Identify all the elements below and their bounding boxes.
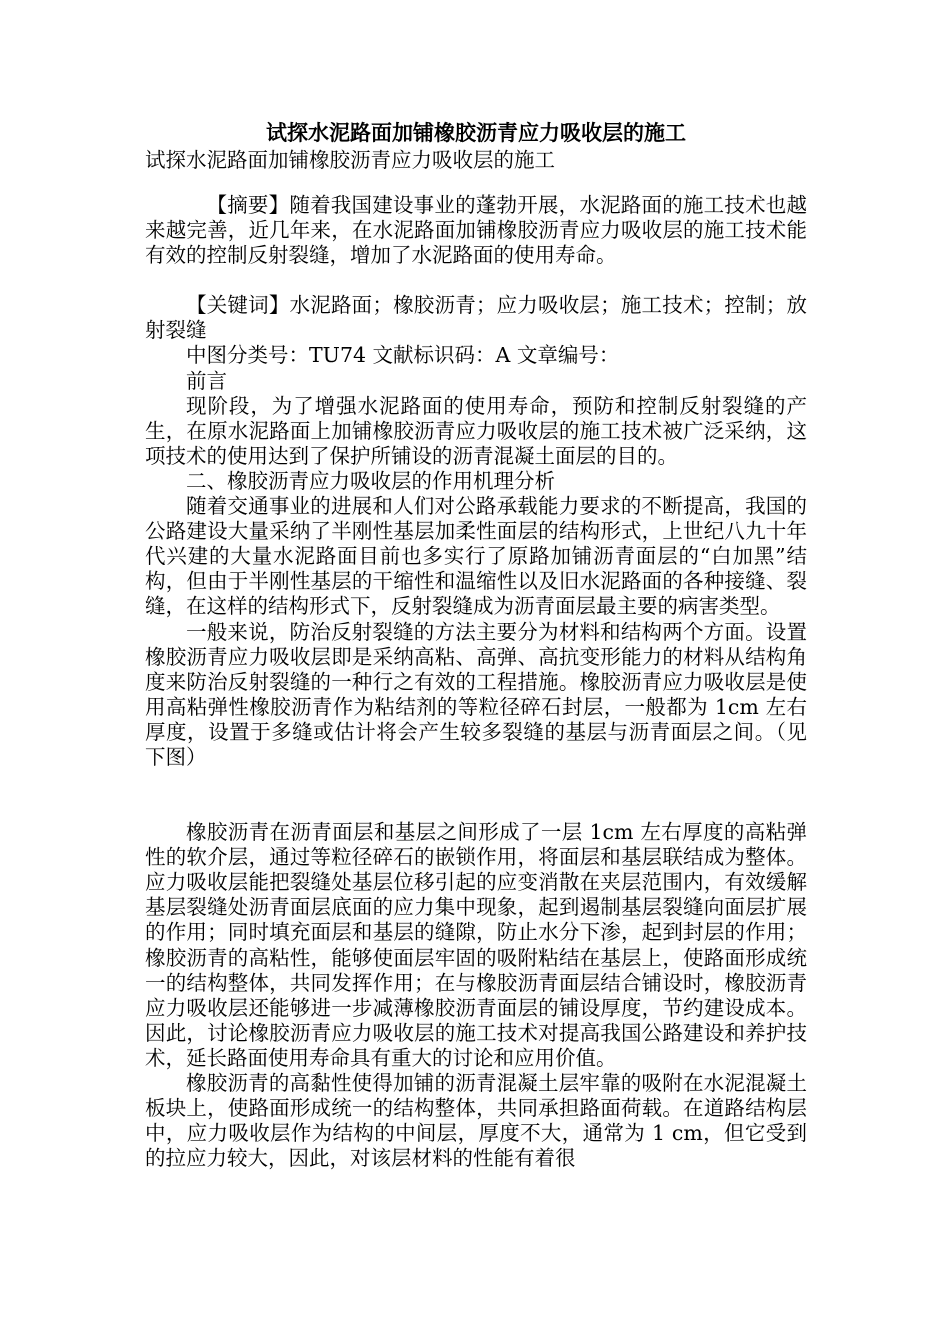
body-paragraph-1: 随着交通事业的进展和人们对公路承载能力要求的不断提高，我国的公路建设大量采纳了半刚性基层加柔性面层的结构形式，上世纪八九十年代兴建的大量水泥路面目前也多实行了原路加铺沥青面层的“白加黑”结构，但由于半刚性基层的干缩性和温缩性以及旧水泥路面的各种接缝、裂缝，在这样的结构形式下，反射裂缝成为沥青面层最主要的病害类型。	[145, 494, 807, 619]
body-paragraph-4: 橡胶沥青的高黏性使得加铺的沥青混凝土层牢靠的吸附在水泥混凝土板块上，使路面形成统一的结构整体，共同承担路面荷载。在道路结构层中，应力吸收层作为结构的中间层，厚度不大，通常为 1 cm，但它受到的拉应力较大，因此，对该层材料的性能有着很	[145, 1071, 807, 1171]
keywords-paragraph: 【关键词】水泥路面；橡胶沥青；应力吸收层；施工技术；控制；放射裂缝	[145, 293, 807, 343]
figure-placeholder-gap	[145, 770, 807, 820]
body-paragraph-2: 一般来说，防治反射裂缝的方法主要分为材料和结构两个方面。设置橡胶沥青应力吸收层即是采纳高粘、高弹、高抗变形能力的材料从结构角度来防治反射裂缝的一种行之有效的工程措施。橡胶沥青应力吸收层是使用高粘弹性橡胶沥青作为粘结剂的等粒径碎石封层，一般都为 1cm 左右厚度，设置于多缝或估计将会产生较多裂缝的基层与沥青面层之间。（见下图）	[145, 619, 807, 769]
document-title: 试探水泥路面加铺橡胶沥青应力吸收层的施工	[266, 120, 686, 145]
preface-paragraph: 现阶段，为了增强水泥路面的使用寿命，预防和控制反射裂缝的产生，在原水泥路面上加铺橡胶沥青应力吸收层的施工技术被广泛采纳，这项技术的使用达到了保护所铺设的沥青混凝土面层的目的。	[145, 393, 807, 468]
body-paragraph-3: 橡胶沥青在沥青面层和基层之间形成了一层 1cm 左右厚度的高粘弹性的软介层，通过等粒径碎石的嵌锁作用，将面层和基层联结成为整体。应力吸收层能把裂缝处基层位移引起的应变消散在夹层范围内，有效缓解基层裂缝处沥青面层底面的应力集中现象，起到遏制基层裂缝向面层扩展的作用；同时填充面层和基层的缝隙，防止水分下渗，起到封层的作用；橡胶沥青的高粘性，能够使面层牢固的吸附粘结在基层上，使路面形成统一的结构整体，共同发挥作用；在与橡胶沥青面层结合铺设时，橡胶沥青应力吸收层还能够进一步减薄橡胶沥青面层的铺设厚度，节约建设成本。因此，讨论橡胶沥青应力吸收层的施工技术对提高我国公路建设和养护技术，延长路面使用寿命具有重大的讨论和应用价值。	[145, 820, 807, 1070]
document-page	[145, 118, 807, 1171]
classification-line: 中图分类号：TU74 文献标识码：A 文章编号：	[186, 343, 620, 368]
abstract-paragraph: 【摘要】随着我国建设事业的蓬勃开展，水泥路面的施工技术也越来越完善，近几年来，在水泥路面加铺橡胶沥青应力吸收层的施工技术能有效的控制反射裂缝，增加了水泥路面的使用寿命。	[145, 193, 807, 268]
section-2-heading: 二、橡胶沥青应力吸收层的作用机理分析	[186, 468, 555, 493]
document-subtitle: 试探水泥路面加铺橡胶沥青应力吸收层的施工	[145, 148, 555, 172]
preface-heading: 前言	[186, 368, 227, 393]
